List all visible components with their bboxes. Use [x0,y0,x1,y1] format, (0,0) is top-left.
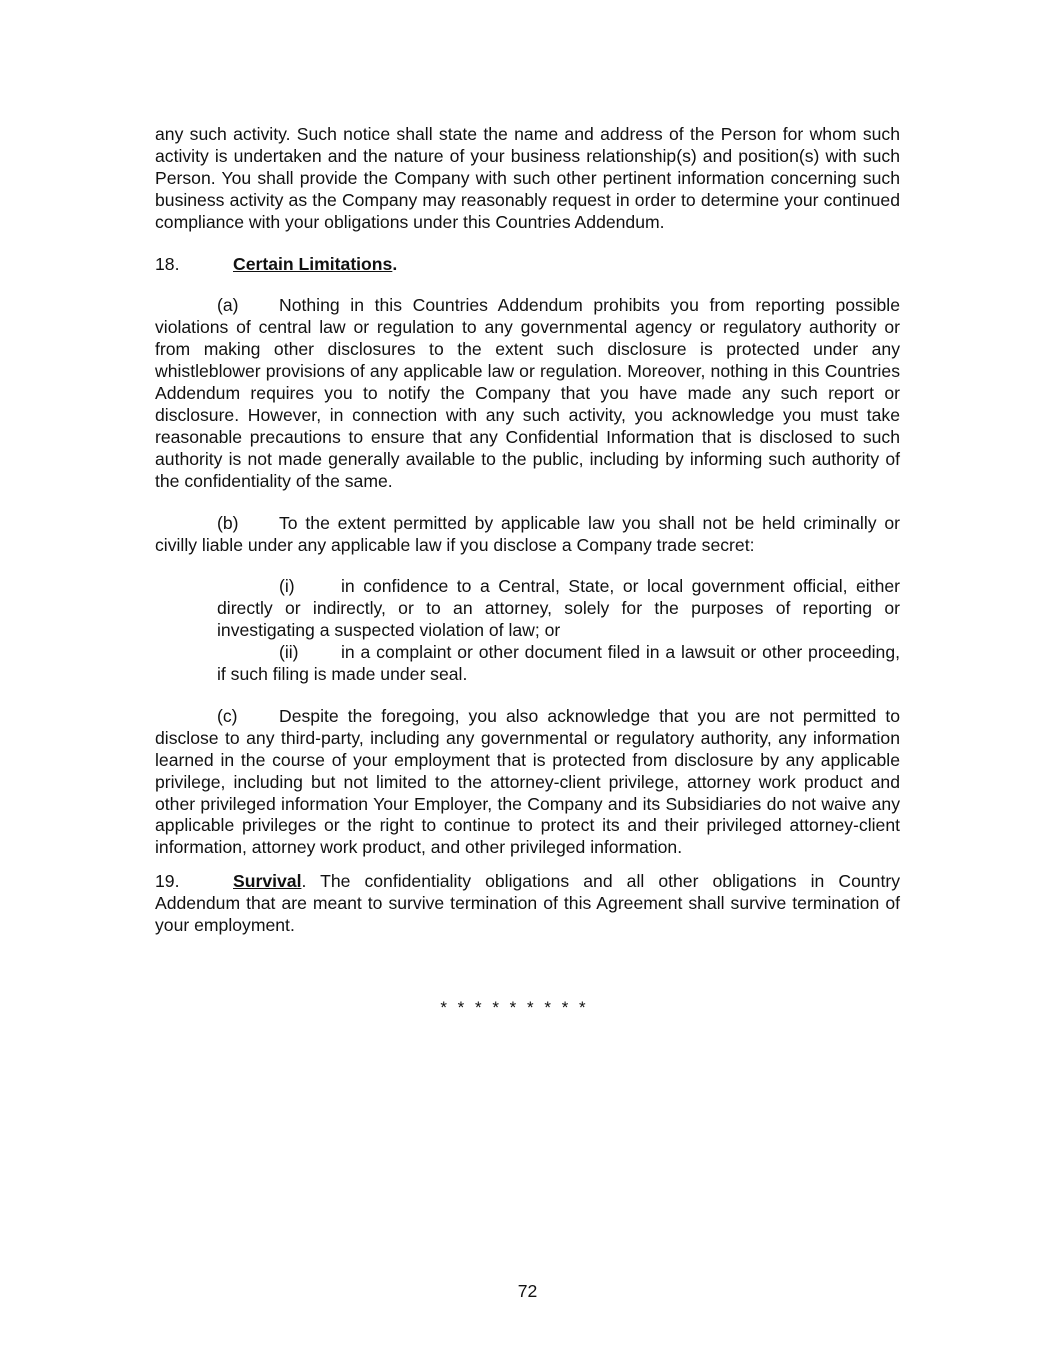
subsection-b-list [217,576,900,686]
clause-ii [217,642,900,686]
section-number: 19. [155,871,180,892]
document-page [155,124,900,955]
paragraph-activity-notice: any such activity. Such notice shall state the name and address of the Person for whom such activity is undertaken and the nature of your business relationship(s) and position(s) with such Person. You shall provide the Company with such other pertinent information concerning such business activity as the Company may reasonably request in order to determine your continued compliance with your obligations under this Countries Addendum. [155,124,900,232]
subsection-text: To the extent permitted by applicable law you shall not be held criminally or civilly liable under any applicable law if you disclose a Company trade secret: [155,512,900,555]
subsection-a [155,295,900,492]
section-number: 18. [155,253,180,274]
section-title-text: Certain Limitations [233,253,393,274]
clause-label: (i) [279,576,295,597]
end-marker [0,997,1055,1019]
section-text: . The confidentiality obligations and all other obligations in Country Addendum that are meant to survive termination of this Agreement shall survive termination of your employment. [155,871,900,936]
clause-i [217,576,900,642]
end-marker-text: * * * * * * * * * [440,998,589,1017]
clause-text: in confidence to a Central, State, or local government official, either directly or indirectly, or to an attorney, solely for the purposes of reporting or investigating a suspected violation of law; or [217,576,900,641]
clause-label: (ii) [279,642,299,663]
subsection-b [155,513,900,557]
section-title-suffix: . [392,253,398,274]
section-19 [155,871,900,937]
subsection-label: (a) [217,295,239,316]
section-title: Survival [233,871,302,892]
subsection-label: (b) [217,512,239,533]
subsection-text: Despite the foregoing, you also acknowledge that you are not permitted to disclose to any third-party, including any governmental or regulatory authority, any information learned in the course of your employment that is protected from disclosure by any applicable privilege, including but not limited to the attorney-client privilege, attorney work product and other privileged information Your Employer, the Company and its Subsidiaries do not waive any applicable privileges or the right to continue to protect its and their privileged attorney-client information, attorney work product, and other privileged information. [155,705,900,858]
page-number: 72 [517,1281,538,1301]
subsection-c [155,706,900,859]
clause-text: in a complaint or other document filed in a lawsuit or other proceeding, if such filing is made under seal. [217,642,900,685]
section-title [233,254,397,276]
subsection-text: Nothing in this Countries Addendum prohibits you from reporting possible violations of central law or regulation to any governmental agency or regulatory authority or from making other disclosures to the extent such disclosure is protected under any whistleblower provisions of any applicable law or regulation. Moreover, nothing in this Countries Addendum requires you to notify the Company that you have made any such report or disclosure. However, in connection with any such activity, you acknowledge you must take reasonable precautions to ensure that any Confidential Information that is disclosed to such authority is not made generally available to the public, including by informing such authority of the confidentiality of the same. [155,295,900,491]
subsection-label: (c) [217,705,238,726]
section-18-heading [155,254,900,276]
